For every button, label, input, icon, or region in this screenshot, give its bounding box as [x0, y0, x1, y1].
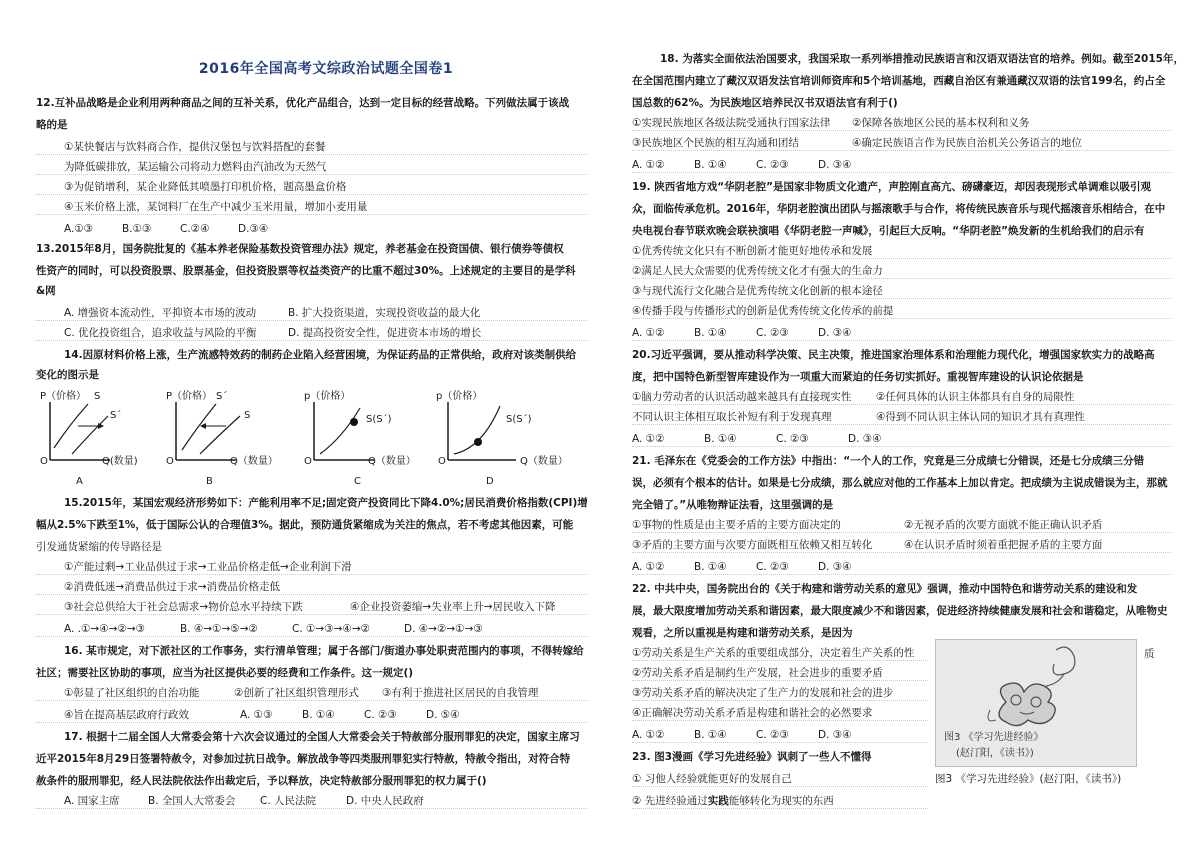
q23-option-2	[632, 794, 928, 809]
q22-stem-2: 展，最大限度增加劳动关系和谐因素，最大限度减少不和谐因素，促进经济持续健康发展和社会和谐稳定，从唯物史	[632, 605, 1168, 617]
q18-stem-3: 国总数的62%。为民族地区培养民汉书双语法官有利于()	[632, 97, 898, 109]
q15-answers	[36, 622, 588, 637]
q15-stem-2: 幅从2.5%下跌至1%，低于国际公认的合理值3%。据此，预防通货紧缩成为关注的焦点，若不考虑其他因素，可能	[36, 519, 574, 531]
q17-stem-3: 赦条件的服刑罪犯，经人民法院依法作出裁定后，予以释放，决定特赦部分服刑罪犯的权力属于()	[36, 775, 487, 787]
q18-options-1-2	[632, 116, 1172, 131]
q18-answer-d: D. ③④	[818, 159, 852, 171]
q20-answers	[632, 432, 1172, 447]
q12-answer-a: A.①③	[64, 223, 94, 235]
q12-option-4: ④玉米价格上涨，某饲料厂在生产中减少玉米用量，增加小麦用量	[36, 200, 588, 215]
q19-answer-a: A. ①②	[632, 327, 665, 339]
q15-options-3-4	[36, 600, 588, 615]
cartoon-inner-caption-1: 图3 《学习先进经验》	[944, 732, 1044, 743]
q13-stem-1: 13.2015年8月，国务院批复的《基本养老保险基数投资管理办法》规定，养老基金在投资国债、银行债券等债权	[36, 243, 564, 255]
q20-options-1-2	[632, 390, 1172, 405]
q21-options-1-2	[632, 518, 1172, 533]
page-title: 2016年全国高考文综政治试题全国卷1	[198, 61, 454, 77]
graph-d-origin: O	[438, 456, 446, 467]
graph-a-s-prime-label: S´	[110, 410, 122, 421]
graph-a-s-label: S	[94, 391, 101, 402]
q19-stem-2: 众，面临传承危机。2016年，华阴老腔演出团队与摇滚歌手与合作，将传统民族音乐与现代摇滚音乐相结合，在中	[632, 203, 1166, 215]
q23-option-1: ① 习他人经验就能更好的发展自己	[632, 772, 928, 787]
q17-answer-d: D. 中央人民政府	[346, 795, 424, 807]
q18-answer-b: B. ①④	[694, 159, 727, 171]
q18-answer-a: A. ①②	[632, 159, 665, 171]
q17-answer-c: C. 人民法院	[260, 795, 317, 807]
q15-answer-d: D. ④→②→①→③	[404, 623, 483, 635]
q16-options-1-3	[36, 686, 588, 701]
q19-option-4: ④传播手段与传播形式的创新是优秀传统文化传承的前提	[632, 304, 1172, 319]
q19-option-2: ②满足人民大众需要的优秀传统文化才有强大的生命力	[632, 264, 1172, 279]
graph-b-s-label: S	[244, 410, 251, 421]
q12-answer-b: B.①③	[122, 223, 152, 235]
q22-answer-a: A. ①②	[632, 729, 665, 741]
q17-answer-b: B. 全国人大常委会	[148, 795, 236, 807]
q20-option-2: ②任何具体的认识主体都具有自身的局限性	[876, 391, 1075, 403]
q21-options-3-4	[632, 538, 1172, 553]
q19-answer-d: D. ③④	[818, 327, 852, 339]
q20-option-3: 不同认识主体相互取长补短有利于发现真理	[632, 411, 832, 423]
q17-stem-2: 近平2015年8月29日签署特赦令，对参加过抗日战争。解放战争等四类服刑罪犯实行特赦，特赦令指出，对符合特	[36, 753, 571, 765]
q19-option-3: ③与现代流行文化融合是优秀传统文化创新的根本途径	[632, 284, 1172, 299]
q19-answers	[632, 326, 1172, 341]
q21-answer-b: B. ①④	[694, 561, 727, 573]
q21-answers	[632, 560, 1172, 575]
q18-stem-1: 18. 为落实全面依法治国要求，我国采取一系列举措推动民族语言和汉语双语法官的培养。例如。截至2015年，	[660, 53, 1184, 65]
graph-c-s-label: S(S´)	[366, 414, 392, 425]
graph-a-xlabel: Q(数量)	[102, 456, 138, 467]
q12-option-2: 为降低碳排放，某运输公司将动力燃料由汽油改为天然气	[36, 160, 588, 175]
q12-option-1: ①某快餐店与饮料商合作，提供汉堡包与饮料搭配的套餐	[36, 140, 588, 155]
q20-stem-2: 度，把中国特色新型智库建设作为一项重大而紧迫的任务切实抓好。重视智库建设的认识论依据是	[632, 371, 1084, 383]
q18-option-4: ④确定民族语言作为民族自治机关公务语言的地位	[852, 137, 1082, 149]
q19-stem-1: 19. 陕西省地方戏“华阴老腔”是国家非物质文化遗产，声腔刚直高亢、磅礴豪迈，却因表现形式单调难以吸引观	[632, 181, 1152, 193]
graph-d-ylabel: p（价格）	[436, 391, 483, 402]
q23-option-2-part-a: ② 先进经验通过	[632, 795, 708, 807]
q15-option-3: ③社会总供给大于社会总需求→物价总水平持续下跌	[64, 601, 303, 613]
q20-options-3-4	[632, 410, 1172, 425]
q21-stem-1: 21. 毛泽东在《党委会的工作方法》中指出：“一个人的工作，究竟是三分成绩七分错误，还是七分成绩三分错	[632, 455, 1145, 467]
q22-option-3: ③劳动关系矛盾的解决决定了生产力的发展和社会的进步	[632, 686, 928, 701]
q20-option-1: ①脑力劳动者的认识活动越来越具有直接现实性	[632, 391, 852, 403]
q22-stem-1: 22. 中共中央，国务院出台的《关于构建和谐劳动关系的意见》强调，推动中国特色和谐劳动关系的建设和发	[632, 583, 1138, 595]
graph-a-origin: O	[40, 456, 48, 467]
q17-stem-1: 17. 根据十二届全国人大常委会第十六次会议通过的全国人大常委会关于特赦部分服刑罪犯的决定，国家主席习	[64, 731, 580, 743]
supply-graph-b	[166, 388, 296, 488]
q18-stem-2: 在全国范围内建立了藏汉双语发法官培训师资库和5个培训基地，西藏自治区有兼通藏汉双语的法官199名，约占全	[632, 75, 1166, 87]
q18-option-2: ②保障各族地区公民的基本权利和义务	[852, 117, 1030, 129]
q15-stem-3: 引发通货紧缩的传导路径是	[36, 541, 162, 553]
q22-answer-d: D. ③④	[818, 729, 852, 741]
q19-answer-c: C. ②③	[756, 327, 789, 339]
q23-stem: 23. 图3漫画《学习先进经验》讽刺了一些人不懂得	[632, 751, 872, 763]
q13-stem-2: 性资产的同时，可以投资股票、股票基金，但投资股票等权益类资产的比重不超过30%。上述规定的主要目的是学科	[36, 265, 576, 277]
q16-option-4-and-answers	[36, 708, 588, 723]
q16-option-1: ①彰显了社区组织的自治功能	[64, 687, 200, 699]
q16-answer-b: B. ①④	[302, 709, 335, 721]
q18-answer-c: C. ②③	[756, 159, 789, 171]
q17-answer-a: A. 国家主席	[64, 795, 120, 807]
graph-a-letter: A	[76, 476, 83, 487]
q20-stem-1: 20.习近平强调，要从推动科学决策、民主决策，推进国家治理体系和治理能力现代化，增强国家软实力的战略高	[632, 349, 1155, 361]
q23-option-2-emphasis: 实践	[707, 795, 729, 807]
q18-answers	[632, 158, 1172, 173]
q17-answers	[36, 794, 588, 809]
q13-answer-a: A. 增强资本流动性，平抑资本市场的波动	[64, 307, 257, 319]
q15-option-4: ④企业投资萎缩→失业率上升→居民收入下降	[350, 601, 556, 613]
q19-stem-3: 央电视台春节联欢晚会联袂演唱《华阴老腔一声喊》，引起巨大反响。“华阴老腔”焕发新的生机给我们的启示有	[632, 225, 1145, 237]
q12-stem-2: 略的是	[36, 119, 68, 131]
q16-answer-c: C. ②③	[364, 709, 397, 721]
q16-stem-2: 社区；需要社区协助的事项，应当为社区提供必要的经费和工作条件。这一规定()	[36, 667, 414, 679]
q15-answer-a: A. .①→④→②→③	[64, 623, 146, 635]
q21-option-3: ③矛盾的主要方面与次要方面既相互依赖又相互转化	[632, 539, 873, 551]
q21-answer-a: A. ①②	[632, 561, 665, 573]
q22-option-1-tail: 质	[1144, 648, 1155, 660]
q22-answers	[632, 728, 928, 743]
q21-option-2: ②无视矛盾的次要方面就不能正确认识矛盾	[904, 519, 1103, 531]
q13-answer-c: C. 优化投资组合，追求收益与风险的平衡	[64, 327, 257, 339]
q20-answer-d: D. ③④	[848, 433, 882, 445]
q12-stem-1: 12.互补品战略是企业利用两种商品之间的互补关系，优化产品组合，达到一定目标的经营战略。下列做法属于该战	[36, 97, 570, 109]
graph-c-xlabel: Q（数量）	[368, 456, 416, 467]
q12-answer-c: C.②④	[180, 223, 210, 235]
graph-b-s-prime-label: S´	[216, 391, 228, 402]
q22-option-2: ②劳动关系矛盾是制约生产发展，社会进步的重要矛盾	[632, 666, 928, 681]
q16-option-2: ②创新了社区组织管理形式	[234, 687, 359, 699]
graph-a-curve-s-prime	[72, 416, 108, 454]
graph-b-origin: O	[166, 456, 174, 467]
q16-stem-1: 16. 某市规定，对下派社区的工作事务，实行清单管理；属于各部门/街道办事处职责范围内的事项，不得转嫁给	[64, 645, 584, 657]
q18-option-3: ③民族地区个民族的相互沟通和团结	[632, 137, 799, 149]
q21-option-1: ①事物的性质是由主要矛盾的主要方面决定的	[632, 519, 841, 531]
q13-answer-b: B. 扩大投资渠道，实现投资收益的最大化	[288, 307, 481, 319]
q22-answer-b: B. ①④	[694, 729, 727, 741]
graph-c-ylabel: p（价格）	[304, 391, 351, 402]
graph-d-curve	[454, 406, 500, 454]
q22-answer-c: C. ②③	[756, 729, 789, 741]
q16-answer-d: D. ⑤④	[426, 709, 460, 721]
q12-answers	[64, 222, 268, 236]
graph-b-curve-s	[200, 416, 240, 454]
graph-d-point	[474, 438, 482, 446]
q20-answer-a: A. ①②	[632, 433, 665, 445]
q14-stem-1: 14.因原材料价格上涨，生产流感特效药的制药企业陷入经营困境，为保证药品的正常供给，政府对该类制供给	[64, 349, 577, 361]
supply-graph-c	[304, 388, 434, 488]
q21-option-4: ④在认识矛盾时须着重把握矛盾的主要方面	[904, 539, 1103, 551]
q13-answer-d: D. 提高投资安全性，促进资本市场的增长	[288, 327, 482, 339]
graph-b-xlabel: Q（数量）	[230, 456, 278, 467]
graph-d-letter: D	[486, 476, 494, 487]
q21-answer-d: D. ③④	[818, 561, 852, 573]
q21-stem-3: 完全错了。”从唯物辩证法看，这里强调的是	[632, 499, 834, 511]
q18-options-3-4	[632, 136, 1172, 151]
q18-option-1: ①实现民族地区各级法院受通执行国家法律	[632, 117, 831, 129]
q22-option-4: ④正确解决劳动关系矛盾是构建和谐社会的必然要求	[632, 706, 928, 721]
graph-c-letter: C	[354, 476, 361, 487]
q16-answer-a: A. ①③	[240, 709, 273, 721]
q19-answer-b: B. ①④	[694, 327, 727, 339]
q23-option-2-part-c: 能够转化为现实的东西	[728, 795, 834, 807]
q20-answer-c: C. ②③	[776, 433, 809, 445]
q21-answer-c: C. ②③	[756, 561, 789, 573]
q22-stem-3: 观看，之所以重视是构建和谐劳动关系，是因为	[632, 627, 853, 639]
q13-stem-3: &网	[36, 285, 56, 297]
graph-b-letter: B	[206, 476, 213, 487]
graph-a-ylabel: P（价格）	[40, 391, 87, 402]
supply-graph-a	[40, 388, 160, 488]
q15-answer-c: C. ①→③→④→②	[292, 623, 371, 635]
q20-answer-b: B. ①④	[704, 433, 737, 445]
graph-d-s-label: S(S´)	[506, 414, 532, 425]
q21-stem-2: 误，必须有个根本的估计。如果是七分成绩，那么就应对他的工作基本上加以肯定。把成绩为主说成错误为主，那就	[632, 477, 1168, 489]
q15-stem-1: 15.2015年，某国宏观经济形势如下：产能利用率不足;固定资产投资同比下降4.0%;居民消费价格指数(CPI)增	[64, 497, 588, 509]
graph-c-curve	[320, 408, 360, 454]
graph-b-ylabel: P（价格）	[166, 391, 213, 402]
q16-option-3: ③有利于推进社区居民的自我管理	[382, 687, 539, 699]
graph-d-xlabel: Q（数量）	[520, 456, 568, 467]
q12-option-3: ③为促销增利，某企业降低其喷墨打印机价格，题高墨盒价格	[36, 180, 588, 195]
q15-option-2: ②消费低迷→消费品供过于求→消费品价格走低	[36, 580, 588, 595]
cartoon-figure	[935, 639, 1137, 767]
q12-answer-d: D.③④	[238, 223, 269, 235]
q13-answers-cd	[36, 326, 588, 341]
q20-option-4: ④得到不同认识主体认同的知识才具有真理性	[876, 411, 1085, 423]
q19-option-1: ①优秀传统文化只有不断创新才能更好地传承和发展	[632, 244, 1172, 259]
q22-option-1: ①劳动关系是生产关系的重要组成部分，决定着生产关系的性	[632, 646, 928, 661]
q15-option-1: ①产能过剩→工业品供过于求→工业品价格走低→企业利润下滑	[36, 560, 588, 575]
supply-graph-d	[436, 388, 588, 488]
q15-answer-b: B. ④→①→⑤→②	[180, 623, 258, 635]
cartoon-inner-caption-2: (赵汀阳，《读书》)	[956, 748, 1034, 759]
q13-answers-ab	[36, 306, 588, 321]
graph-c-origin: O	[304, 456, 312, 467]
q16-option-4: ④旨在提高基层政府行政效	[64, 709, 189, 721]
q14-stem-2: 变化的图示是	[36, 369, 99, 381]
figure-caption: 图3 《学习先进经验》(赵汀阳，《读书》)	[935, 773, 1122, 785]
graph-c-point	[350, 418, 358, 426]
